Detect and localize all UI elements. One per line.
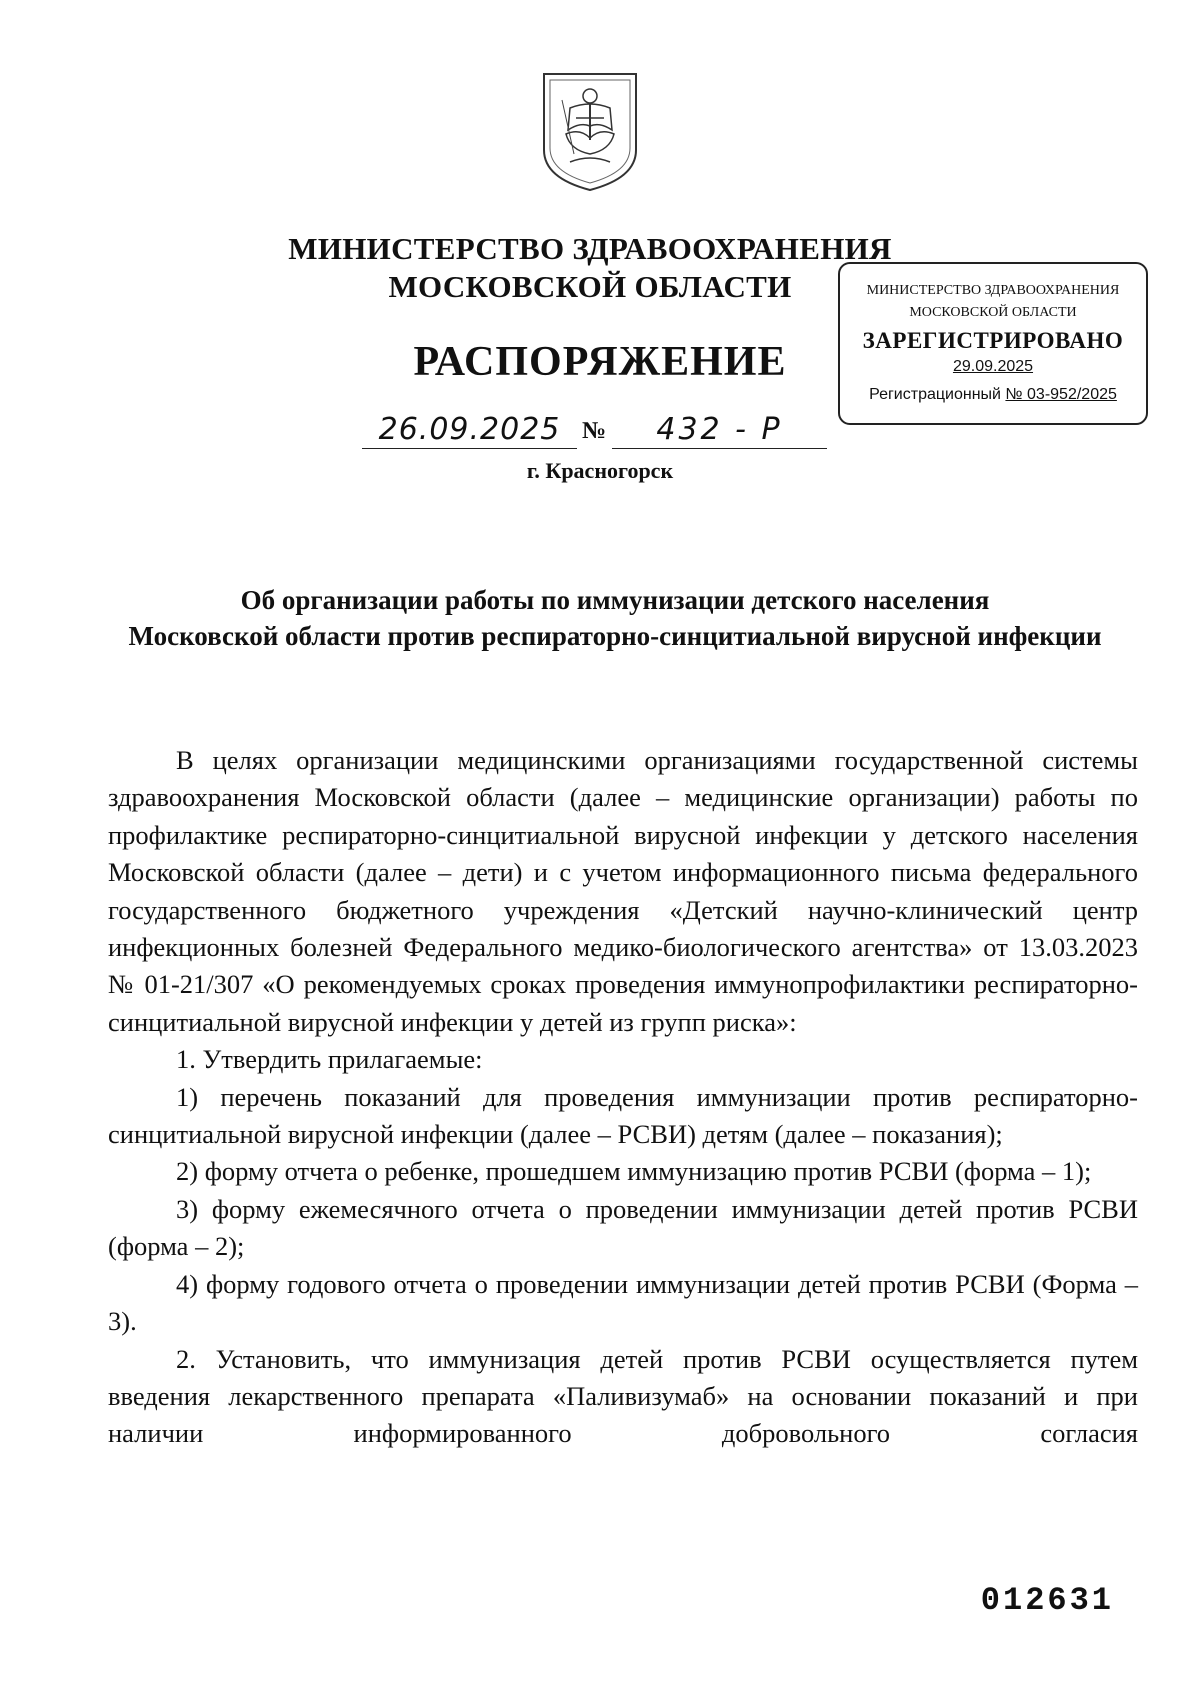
paragraph-item-1-4: 4) форму годового отчета о проведении иммунизации детей против РСВИ (Форма – 3). bbox=[108, 1268, 1138, 1337]
coat-of-arms-icon bbox=[540, 70, 640, 194]
paragraph-item-2: 2. Установить, что иммунизация детей против РСВИ осуществляется путем введения лекарственного препарата «Паливизумаб» на основании показаний и при наличии информированного добровольного согласия bbox=[108, 1343, 1138, 1449]
subject-line-1: Об организации работы по иммунизации детского населения bbox=[240, 585, 990, 615]
document-body bbox=[108, 742, 1138, 1453]
stamp-status: ЗАРЕГИСТРИРОВАНО bbox=[862, 328, 1124, 353]
stamp-reg-number: № 03-952/2025 bbox=[1005, 386, 1117, 403]
order-date: 26.09.2025 bbox=[362, 412, 577, 449]
number-sign: № bbox=[582, 418, 607, 444]
paragraph-item-1-1: 1) перечень показаний для проведения иммунизации против респираторно-синцитиальной вирусной инфекции (далее – РСВИ) детям (далее – показания); bbox=[108, 1081, 1138, 1150]
subject-line-2: Московской области против респираторно-синцитиальной вирусной инфекции bbox=[128, 621, 1102, 651]
ministry-line-1: МИНИСТЕРСТВО ЗДРАВООХРАНЕНИЯ bbox=[288, 231, 892, 266]
ministry-line-2: МОСКОВСКОЙ ОБЛАСТИ bbox=[388, 269, 792, 304]
stamp-registration bbox=[840, 386, 1146, 404]
stamp-ministry-line-1: МИНИСТЕРСТВО ЗДРАВООХРАНЕНИЯ bbox=[866, 283, 1120, 298]
registration-stamp bbox=[838, 262, 1148, 425]
paragraph-item-1-3: 3) форму ежемесячного отчета о проведении иммунизации детей против РСВИ (форма – 2); bbox=[108, 1193, 1138, 1262]
preamble-paragraph: В целях организации медицинскими организациями государственной системы здравоохранения Московской области (далее – медицинские организации) работы по профилактике респираторно-синцитиальной вирусной инфекции у детского населения Московской области (далее – дети) и с учетом информационного письма федерального государственного бюджетного учреждения «Детский научно-клинический центр инфекционных болезней Федерального медико-биологического агентства» от 13.03.2023 № 01-21/307 «О рекомендуемых сроках проведения иммунопрофилактики респираторно-синцитиальной вирусной инфекции у детей из групп риска»: bbox=[108, 745, 1138, 1037]
page-code: 012631 bbox=[980, 1582, 1114, 1619]
city: г. Красногорск bbox=[526, 458, 674, 483]
order-number: 432 - Р bbox=[612, 412, 827, 449]
ministry-name bbox=[280, 230, 900, 306]
document-type: РАСПОРЯЖЕНИЕ bbox=[413, 339, 787, 385]
paragraph-item-1: 1. Утвердить прилагаемые: bbox=[176, 1044, 483, 1075]
stamp-date: 29.09.2025 bbox=[952, 358, 1034, 375]
stamp-ministry-line-2: МОСКОВСКОЙ ОБЛАСТИ bbox=[909, 305, 1077, 320]
stamp-ministry bbox=[840, 280, 1146, 324]
document-subject bbox=[100, 582, 1130, 654]
paragraph-item-1-2: 2) форму отчета о ребенке, прошедшем иммунизацию против РСВИ (форма – 1); bbox=[176, 1156, 1092, 1187]
stamp-reg-label: Регистрационный bbox=[869, 386, 1001, 403]
